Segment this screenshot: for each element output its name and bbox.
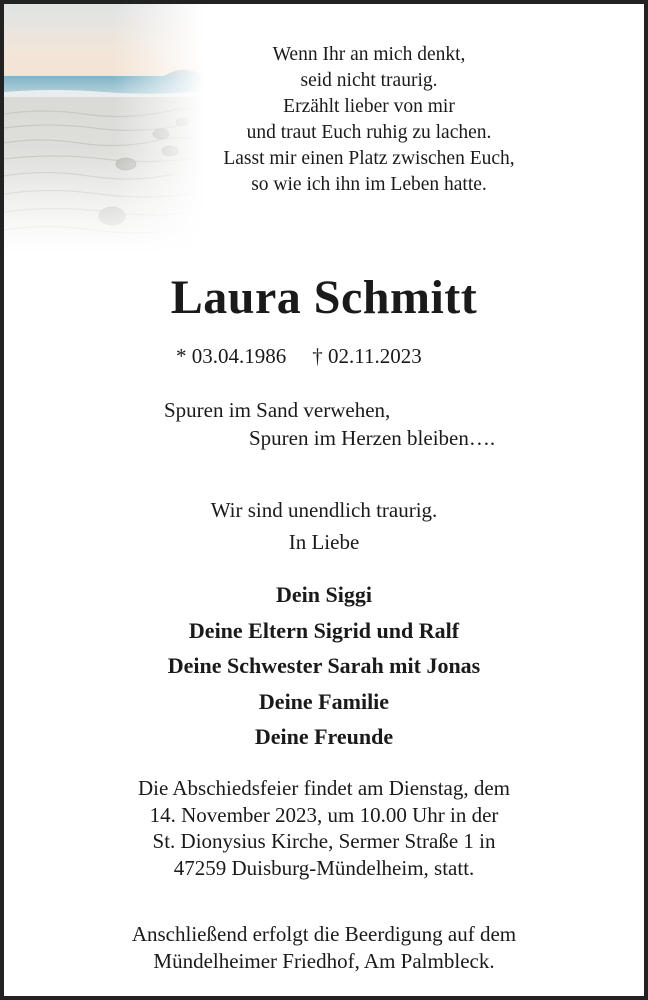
poem-line: so wie ich ihn im Leben hatte. (251, 174, 487, 195)
in-love-text: In Liebe (288, 530, 360, 554)
ceremony-line: 47259 Duisburg-Mündelheim, statt. (173, 855, 475, 880)
family-member: Deine Schwester Sarah mit Jonas (167, 653, 481, 678)
beach-footprints-image (4, 4, 204, 254)
family-signatures (4, 577, 644, 755)
poem-line: Lasst mir einen Platz zwischen Euch, (223, 148, 515, 169)
motto-line-1: Spuren im Sand verwehen, (164, 398, 391, 422)
burial-line: Anschließend erfolgt die Beerdigung auf dem (131, 922, 517, 946)
ceremony-line: Die Abschiedsfeier findet am Dienstag, dem (137, 776, 511, 800)
poem-line: seid nicht traurig. (300, 70, 438, 91)
death-date: † 02.11.2023 (312, 344, 422, 368)
mourning-text: Wir sind unendlich traurig. (210, 498, 438, 522)
family-member: Dein Siggi (276, 582, 372, 607)
burial-line: Mündelheimer Friedhof, Am Palmbleck. (153, 949, 495, 973)
deceased-name: Laura Schmitt (170, 271, 478, 324)
birth-date: * 03.04.1986 (176, 344, 287, 368)
family-member: Deine Eltern Sigrid und Ralf (188, 617, 460, 643)
poem-line: Erzählt lieber von mir (283, 96, 455, 117)
burial-info (4, 921, 644, 975)
family-member: Deine Freunde (254, 724, 394, 749)
life-dates (176, 344, 422, 369)
ceremony-line: St. Dionysius Kirche, Sermer Straße 1 in (152, 829, 496, 853)
poem (214, 42, 524, 198)
ceremony-info (4, 775, 644, 881)
family-member: Deine Familie (258, 688, 390, 714)
poem-line: Wenn Ihr an mich denkt, (272, 44, 466, 65)
motto-line-2: Spuren im Herzen bleiben…. (249, 426, 496, 450)
ceremony-line: 14. November 2023, um 10.00 Uhr in der (149, 802, 499, 827)
poem-line: und traut Euch ruhig zu lachen. (246, 122, 492, 143)
